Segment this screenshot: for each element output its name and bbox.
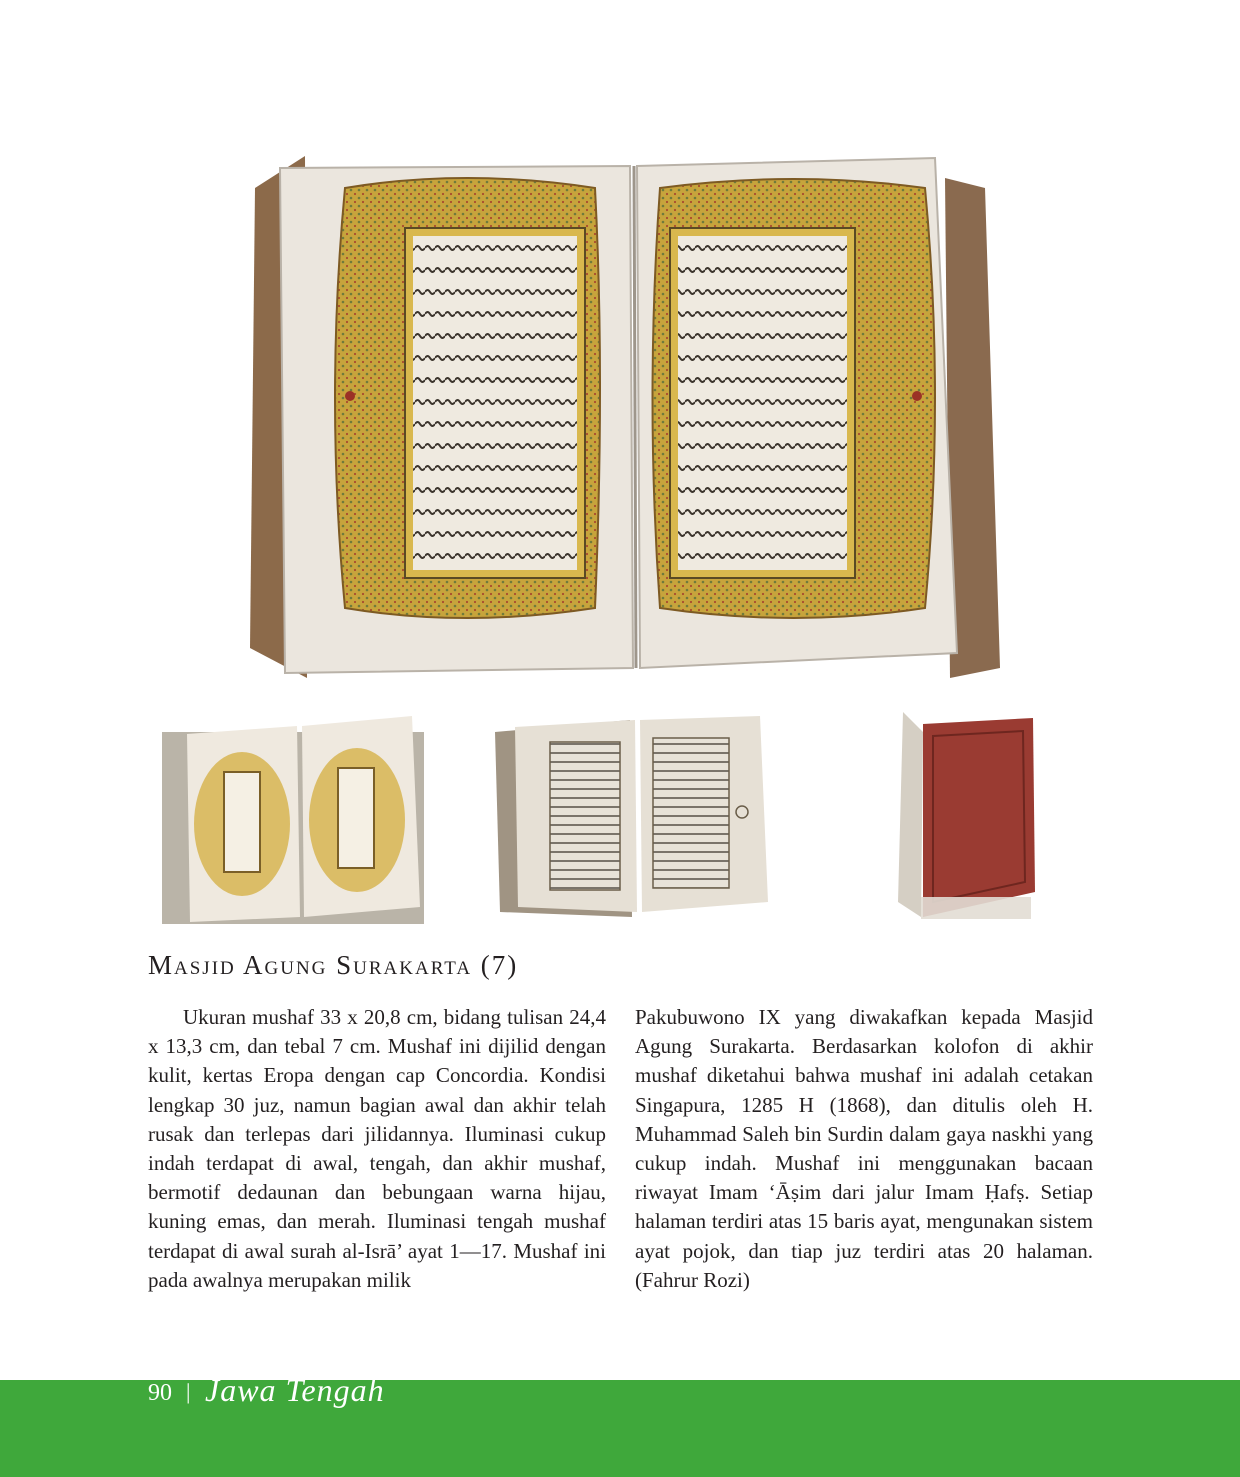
mushaf-leather-cover-thumbnail (893, 712, 1038, 922)
body-column-right: Pakubuwono IX yang diwakafkan kepada Masjid Agung Surakarta. Berdasarkan kolofon di akhir mushaf diketahui bahwa mushaf ini adalah cetakan Singapura, 1285 H (1868), dan ditulis oleh H. Muhammad Saleh bin Surdin dalam gaya naskhi yang cukup indah. Mushaf ini menggunakan bacaan riwayat Imam ‘Āṣim dari jalur Imam Ḥafṣ. Setiap halaman terdiri atas 15 baris ayat, mengunakan sistem ayat pojok, dan tiap juz terdiri atas 20 halaman. (Fahrur Rozi) (635, 1005, 1093, 1292)
footer-separator: | (186, 1379, 191, 1404)
page-number-footer: 90 (148, 1380, 172, 1406)
mushaf-text-pages-thumbnail (490, 712, 776, 922)
body-column-left: Ukuran mushaf 33 x 20,8 cm, bidang tulisan 24,4 x 13,3 cm, dan tebal 7 cm. Mushaf ini dijilid dengan kulit, kertas Eropa dengan cap Concordia. Kondisi lengkap 30 juz, namun bagian awal dan akhir telah rusak dan terlepas dari jilidannya. Iluminasi cukup indah terdapat di awal, tengah, dan akhir mushaf, bermotif dedaunan dan bebungaan warna hijau, kuning emas, dan merah. Iluminasi tengah mushaf terdapat di awal surah al-Isrā’ ayat 1—17. Mushaf ini pada awalnya merupakan milik (148, 1005, 606, 1292)
section-title: Masjid Agung Surakarta (7) (148, 950, 519, 980)
mushaf-open-spread-photo (245, 148, 1005, 688)
mushaf-illuminated-thumbnail (162, 712, 424, 924)
region-label: Jawa Tengah (205, 1372, 385, 1408)
